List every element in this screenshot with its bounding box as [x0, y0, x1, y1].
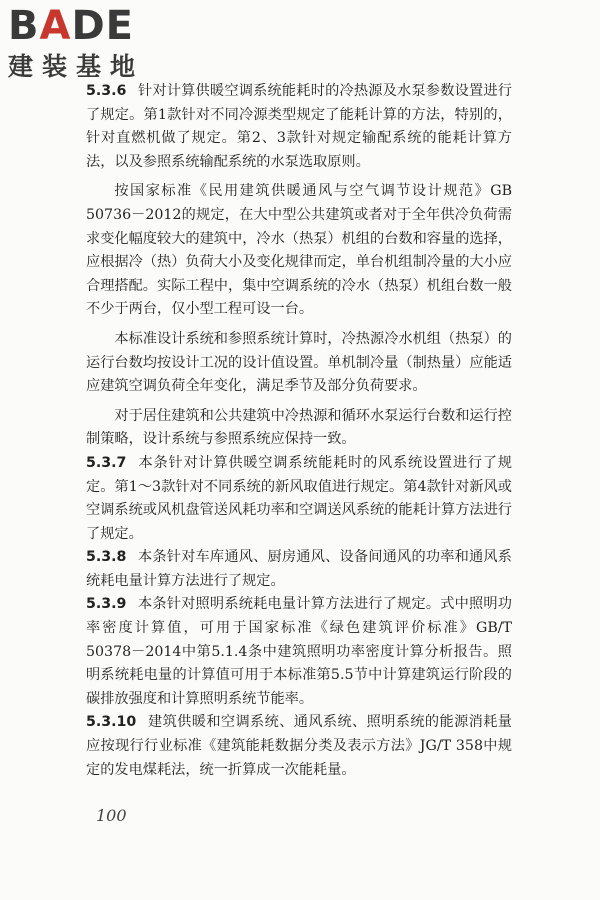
document-body — [86, 80, 512, 782]
section-number: 5.3.9 — [86, 596, 127, 613]
paragraph — [86, 328, 512, 399]
paragraph-text: 对于居住建筑和公共建筑中冷热源和循环水泵运行台数和运行控制策略，设计系统与参照系统应保持一致。 — [86, 407, 512, 448]
paragraph-text: 本条针对车库通风、厨房通风、设备间通风的功率和通风系统耗电量计算方法进行了规定。 — [86, 549, 512, 589]
paragraph-5-3-10 — [86, 711, 512, 782]
paragraph-text: 按国家标准《民用建筑供暖通风与空气调节设计规范》GB 50736－2012的规定，在大中型公共建筑或者对于全年供冷负荷需求变化幅度较大的建筑中，冷水（热泵）机组的台数和容量的选择，应根据冷（热）负荷大小及变化规律而定，单台机组制冷量的大小应合理搭配。实际工程中，集中空调系统的冷水（热泵）机组台数一般不少于两台，仅小型工程可设一台。 — [86, 183, 512, 318]
page-number: 100 — [96, 806, 127, 825]
paragraph — [86, 405, 512, 452]
logo-letter-a-accent: A — [39, 3, 72, 49]
logo-wordmark — [8, 4, 178, 48]
paragraph-5-3-8 — [86, 546, 512, 593]
paragraph-text: 本条针对照明系统耗电量计算方法进行了规定。式中照明功率密度计算值，可用于国家标准《绿色建筑评价标准》GB/T 50378－2014中第5.1.4条中建筑照明功率密度计算分析报告。照明系统耗电量的计算值可用于本标准第5.5节中计算建筑运行阶段的碳排放强度和计算照明系统节能率。 — [86, 596, 512, 707]
paragraph — [86, 180, 512, 322]
paragraph-text: 针对计算供暖空调系统能耗时的冷热源及水泵参数设置进行了规定。第1款针对不同冷源类型规定了能耗计算的方法，特别的，针对直燃机做了规定。第2、3款针对规定输配系统的能耗计算方法，以及参照系统输配系统的水泵选取原则。 — [86, 83, 512, 170]
paragraph-5-3-7 — [86, 452, 512, 546]
paragraph-5-3-6 — [86, 80, 512, 174]
paragraph-5-3-9 — [86, 593, 512, 711]
section-number: 5.3.10 — [86, 714, 137, 731]
section-number: 5.3.6 — [86, 83, 127, 99]
section-number: 5.3.8 — [86, 549, 127, 566]
logo-subtitle: 建装基地 — [8, 52, 145, 81]
logo-letter-b: B — [8, 3, 40, 49]
bade-logo — [8, 4, 178, 84]
logo-letters-de: DE — [71, 3, 134, 49]
section-number: 5.3.7 — [86, 454, 127, 471]
paragraph-text: 本条针对计算供暖空调系统能耗时的风系统设置进行了规定。第1～3款针对不同系统的新风取值进行规定。第4款针对新风或空调系统或风机盘管送风耗功率和空调送风系统的能耗计算方法进行了规定。 — [86, 454, 512, 542]
paragraph-text: 本标准设计系统和参照系统计算时，冷热源冷水机组（热泵）的运行台数均按设计工况的设计值设置。单机制冷量（制热量）应能适应建筑空调负荷全年变化，满足季节及部分负荷要求。 — [86, 330, 512, 395]
paragraph-text: 建筑供暖和空调系统、通风系统、照明系统的能源消耗量应按现行行业标准《建筑能耗数据分类及表示方法》JG/T 358中规定的发电煤耗法，统一折算成一次能耗量。 — [86, 714, 512, 778]
